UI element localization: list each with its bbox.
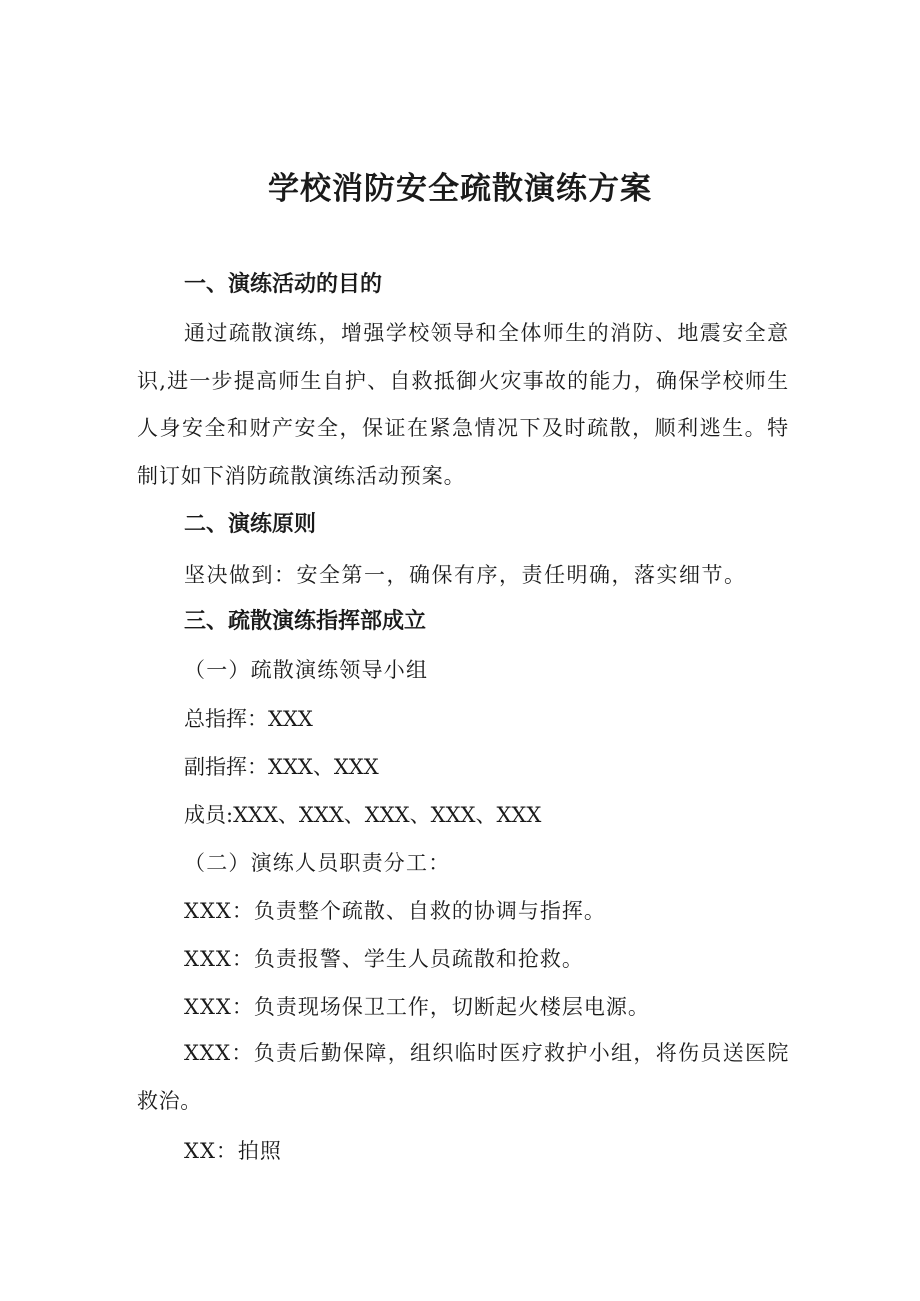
section-2-heading: 二、演练原则 — [184, 512, 317, 537]
section-1-paragraph: 通过疏散演练，增强学校领导和全体师生的消防、地震安全意识,进一步提高师生自护、自救抵御火灾事故的能力，确保学校师生人身安全和财产安全，保证在紧急情况下及时疏散，顺利逃生。特制订如下消防疏散演练活动预案。 — [137, 321, 789, 488]
section-1-heading: 一、演练活动的目的 — [184, 272, 383, 297]
duty-item-2: XXX：负责报警、学生人员疏散和抢救。 — [184, 947, 584, 971]
group-2-title: （二）演练人员职责分工： — [184, 851, 451, 875]
duty-item-1: XXX：负责整个疏散、自救的协调与指挥。 — [184, 899, 606, 923]
section-3-heading: 三、疏散演练指挥部成立 — [184, 609, 427, 634]
commander-line: 总指挥：XXX — [184, 707, 313, 731]
members-line: 成员:XXX、XXX、XXX、XXX、XXX — [184, 803, 542, 827]
group-1-title: （一）疏散演练领导小组 — [184, 658, 429, 682]
document-title: 学校消防安全疏散演练方案 — [268, 171, 652, 207]
duty-item-3: XXX：负责现场保卫工作，切断起火楼层电源。 — [184, 995, 650, 1019]
duty-item-4: XXX：负责后勤保障，组织临时医疗救护小组，将伤员送医院救治。 — [137, 1041, 789, 1113]
section-2-text: 坚决做到：安全第一，确保有序，责任明确，落实细节。 — [184, 563, 747, 587]
deputy-commander-line: 副指挥：XXX、XXX — [184, 755, 379, 779]
duty-item-5: XX：拍照 — [184, 1139, 282, 1163]
